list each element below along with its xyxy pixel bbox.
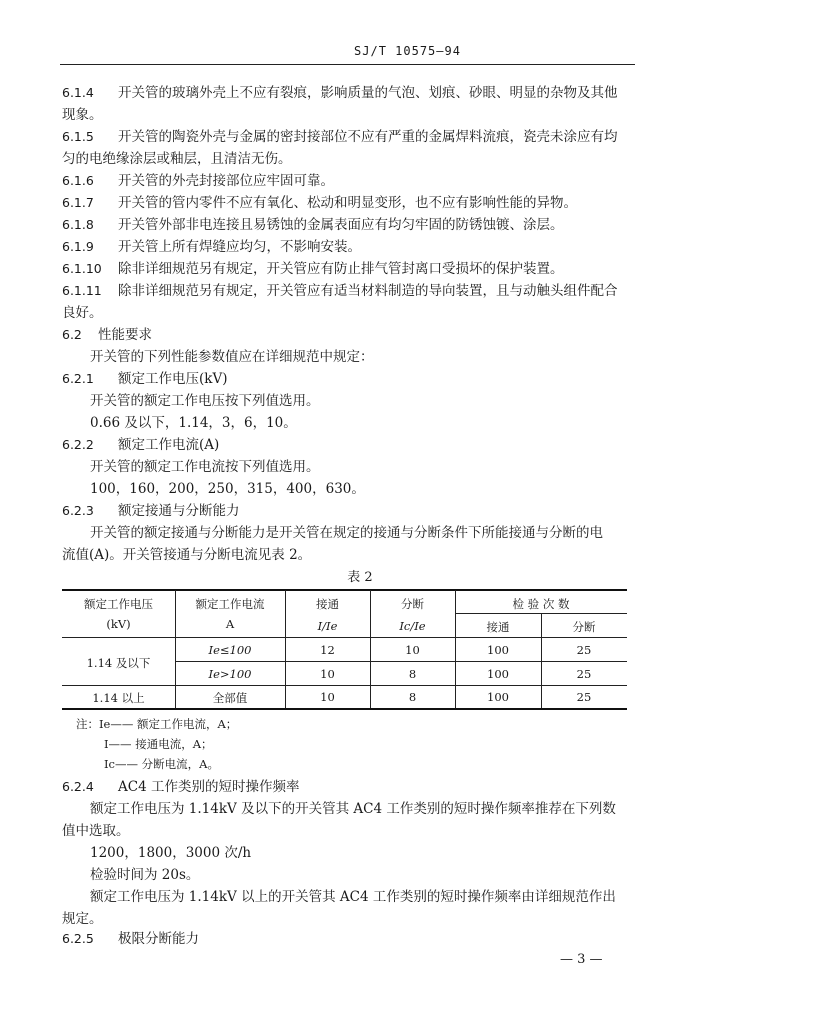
clause-line: 匀的电绝缘涂层或釉层，且清洁无伤。 <box>62 151 292 167</box>
table-cell: 1.14 以上 <box>92 691 145 705</box>
table-cell: 25 <box>576 690 592 704</box>
clause-line: 检验时间为 20s。 <box>90 867 200 883</box>
clause-line: 6.2.2 额定工作电流(A) <box>62 437 220 453</box>
clause-line: 6.2.3 额定接通与分断能力 <box>62 503 240 519</box>
clause-line: 额定工作电压为 1.14kV 及以下的开关管其 AC4 工作类别的短时操作频率推荐在下列数 <box>90 801 616 817</box>
clause-line: 开关管的额定接通与分断能力是开关管在规定的接通与分断条件下所能接通与分断的电 <box>90 525 603 541</box>
table-rule <box>62 685 627 686</box>
clause-line: 开关管的额定工作电流按下列值选用。 <box>90 459 320 475</box>
table-cell: 10 <box>405 643 420 657</box>
clause-line: 100，160，200，250，315，400，630。 <box>90 481 365 497</box>
table-cell: 100 <box>487 667 509 681</box>
clause-line: 6.1.6 开关管的外壳封接部位应牢固可靠。 <box>62 173 334 189</box>
table-rule <box>62 637 627 638</box>
table-cell: Ie≤100 <box>208 643 252 657</box>
clause-line: 6.1.8 开关管外部非电连接且易锈蚀的金属表面应有均匀牢固的防锈蚀镀、涂层。 <box>62 217 564 233</box>
table-cell: 100 <box>487 690 509 704</box>
th-make-ratio: I/Ie <box>317 619 338 633</box>
clause-line: 6.2.5 极限分断能力 <box>62 931 199 947</box>
th-break: 分断 <box>401 597 424 611</box>
header-rule <box>60 64 635 65</box>
clause-line: 0.66 及以下，1.14，3，6，10。 <box>90 415 297 431</box>
clause-line: 6.1.11 除非详细规范另有规定，开关管应有适当材料制造的导向装置，且与动触头组件配合 <box>62 283 618 299</box>
clause-line: 6.1.9 开关管上所有焊缝应均匀，不影响安装。 <box>62 239 361 255</box>
table-cell: 全部值 <box>212 691 248 705</box>
clause-line: 良好。 <box>62 305 103 321</box>
th-break-ratio: Ic/Ie <box>399 619 426 633</box>
clause-line: 值中选取。 <box>62 823 130 839</box>
clause-line: 额定工作电压为 1.14kV 以上的开关管其 AC4 工作类别的短时操作频率由详细规范作出 <box>90 889 616 905</box>
standard-code-header: SJ/T 10575—94 <box>354 44 461 58</box>
clause-line: 开关管的下列性能参数值应在详细规范中规定： <box>90 349 374 365</box>
th-current-unit: A <box>225 617 235 631</box>
table-note: I—— 接通电流，A； <box>104 737 213 751</box>
table-rule <box>175 661 627 662</box>
table-bottom-rule <box>62 708 627 710</box>
table-cell: Ie>100 <box>208 667 252 681</box>
th-current: 额定工作电流 <box>195 597 265 611</box>
table-cell: 25 <box>576 667 592 681</box>
table-top-rule <box>62 589 627 591</box>
table-caption: 表 2 <box>347 570 373 585</box>
table-cell: 1.14 及以下 <box>86 656 151 670</box>
table-cell: 12 <box>320 643 335 657</box>
table-note: Ic—— 分断电流，A。 <box>104 757 219 771</box>
table-cell: 100 <box>487 643 509 657</box>
th-voltage-unit: (kV) <box>106 617 131 631</box>
clause-line: 现象。 <box>62 107 103 123</box>
page-number: — 3 — <box>560 952 603 967</box>
clause-line: 开关管的额定工作电压按下列值选用。 <box>90 393 320 409</box>
clause-line: 规定。 <box>62 911 103 927</box>
clause-line: 6.1.4 开关管的玻璃外壳上不应有裂痕，影响质量的气泡、划痕、砂眼、明显的杂物及其他 <box>62 85 618 101</box>
th-voltage: 额定工作电压 <box>84 597 153 611</box>
table-cell: 10 <box>320 667 335 681</box>
th-tests: 检 验 次 数 <box>512 597 570 611</box>
clause-line: 6.2.1 额定工作电压(kV) <box>62 371 228 387</box>
clause-line: 6.1.7 开关管的管内零件不应有氧化、松动和明显变形，也不应有影响性能的异物。 <box>62 195 577 211</box>
table-cell: 25 <box>576 643 592 657</box>
section-heading: 6.2 性能要求 <box>62 327 152 343</box>
clause-line: 6.1.10 除非详细规范另有规定，开关管应有防止排气管封离口受损坏的保护装置。 <box>62 261 564 277</box>
table-cell: 8 <box>408 690 417 704</box>
table-cell: 8 <box>408 667 417 681</box>
clause-line: 6.1.5 开关管的陶瓷外壳与金属的密封接部位不应有严重的金属焊料流痕，瓷壳未涂应有均 <box>62 129 618 145</box>
th-tests-break: 分断 <box>572 620 596 634</box>
table-note: 注：Ie—— 额定工作电流，A； <box>76 717 238 731</box>
th-make: 接通 <box>316 597 339 611</box>
th-tests-make: 接通 <box>486 620 510 634</box>
clause-line: 6.2.4 AC4 工作类别的短时操作频率 <box>62 779 300 795</box>
clause-line: 流值(A)。开关管接通与分断电流见表 2。 <box>62 547 312 563</box>
table-cell: 10 <box>320 690 335 704</box>
clause-line: 1200，1800，3000 次/h <box>90 845 252 861</box>
